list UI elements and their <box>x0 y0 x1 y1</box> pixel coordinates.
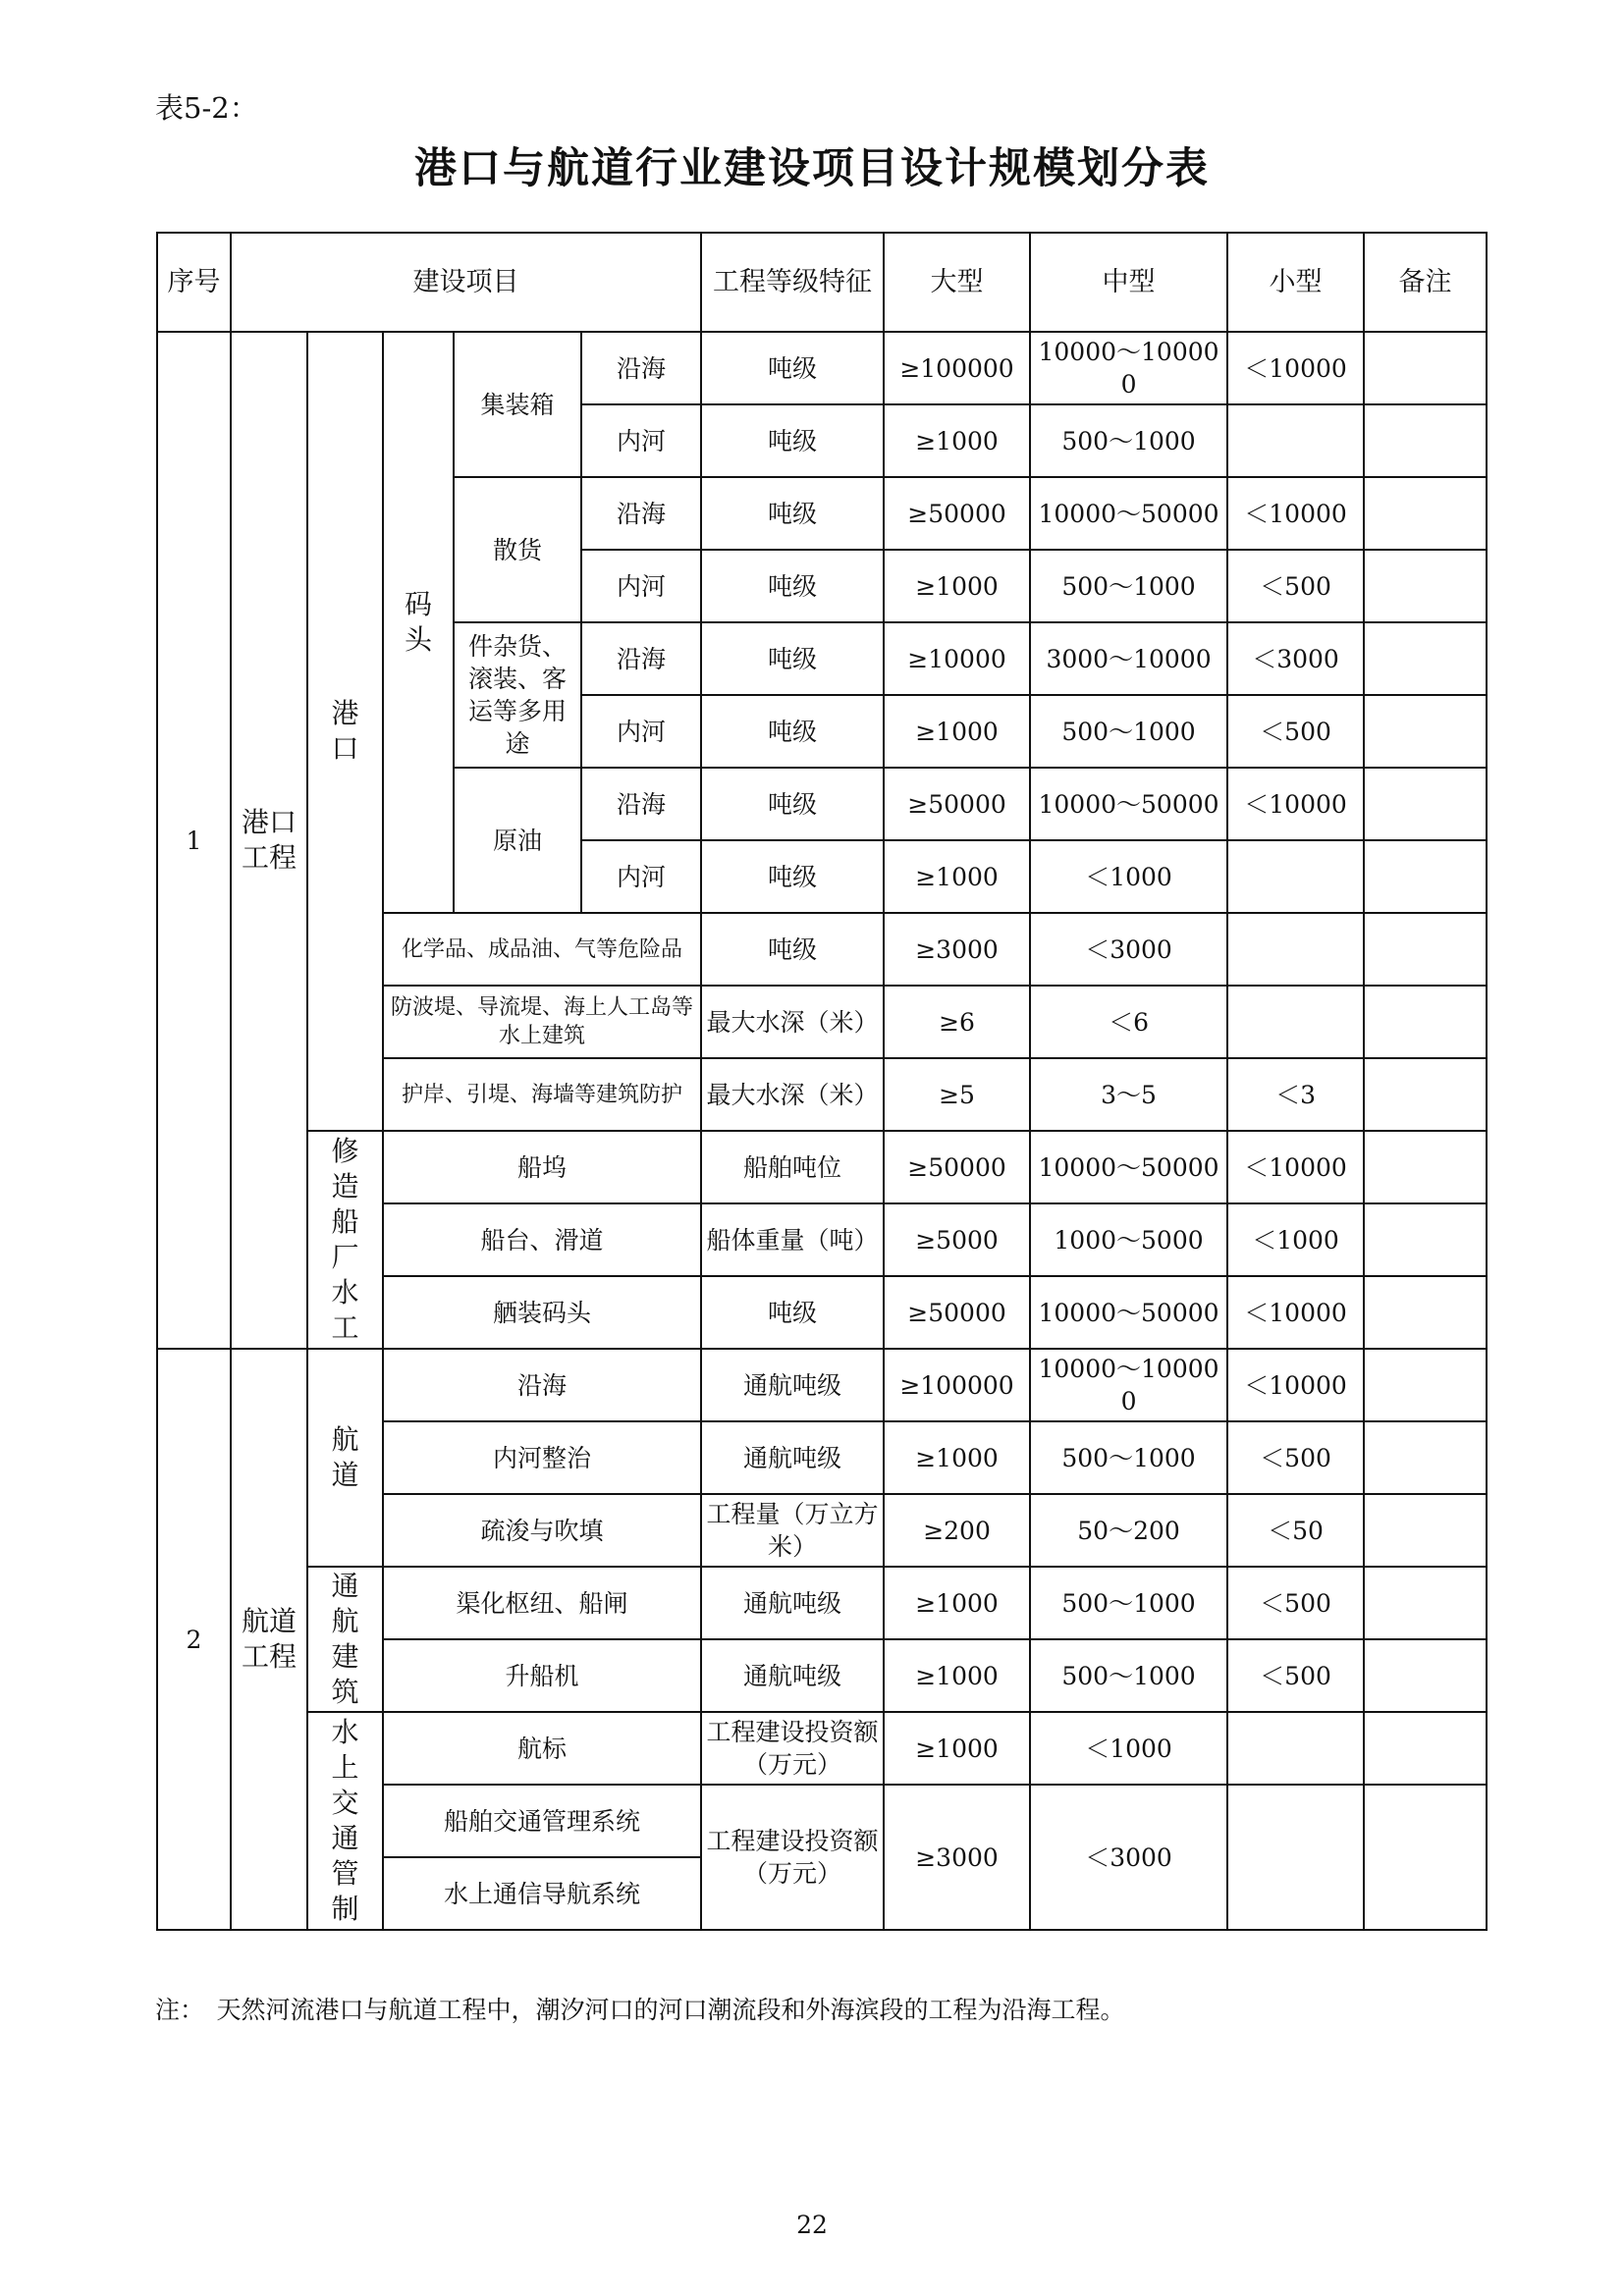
communication-navigation-label: 水上通信导航系统 <box>383 1857 701 1930</box>
remark-cell <box>1364 1567 1487 1639</box>
medium-value: 10000～50000 <box>1030 1131 1227 1203</box>
large-value: ≥5000 <box>884 1203 1030 1276</box>
large-value: ≥3000 <box>884 913 1030 986</box>
table-row <box>157 1349 1487 1421</box>
remark-cell <box>1364 1131 1487 1203</box>
section1-name: 港口工程 <box>231 332 307 1349</box>
small-value: ＜10000 <box>1227 1349 1364 1421</box>
large-value: ≥1000 <box>884 1421 1030 1494</box>
medium-value: 10000～50000 <box>1030 1276 1227 1349</box>
remark-cell <box>1364 1421 1487 1494</box>
large-value: ≥1000 <box>884 1639 1030 1712</box>
header-small: 小型 <box>1227 233 1364 332</box>
large-value: ≥1000 <box>884 1712 1030 1785</box>
large-value: ≥50000 <box>884 1131 1030 1203</box>
remark-cell <box>1364 986 1487 1058</box>
beacon-label: 航标 <box>383 1712 701 1785</box>
feature-cell: 吨级 <box>701 840 884 913</box>
header-large: 大型 <box>884 233 1030 332</box>
medium-value: 3000～10000 <box>1030 622 1227 695</box>
remark-cell <box>1364 695 1487 768</box>
large-value: ≥5 <box>884 1058 1030 1131</box>
feature-cell: 吨级 <box>701 404 884 477</box>
medium-value: 10000～100000 <box>1030 332 1227 404</box>
channel-label: 航道 <box>307 1349 383 1567</box>
medium-value: 500～1000 <box>1030 1639 1227 1712</box>
small-value: ＜10000 <box>1227 332 1364 404</box>
feature-cell: 吨级 <box>701 477 884 550</box>
small-value <box>1227 404 1364 477</box>
section2-no: 2 <box>157 1349 231 1930</box>
vts-label: 船舶交通管理系统 <box>383 1785 701 1857</box>
general-cargo-label: 件杂货、滚装、客运等多用途 <box>454 622 581 768</box>
remark-cell <box>1364 550 1487 622</box>
medium-value: ＜1000 <box>1030 840 1227 913</box>
medium-value: ＜1000 <box>1030 1712 1227 1785</box>
feature-cell: 最大水深（米） <box>701 986 884 1058</box>
small-value: ＜500 <box>1227 1567 1364 1639</box>
remark-cell <box>1364 332 1487 404</box>
feature-cell: 吨级 <box>701 550 884 622</box>
large-value: ≥50000 <box>884 768 1030 840</box>
table-row <box>157 332 1487 404</box>
table-header-row <box>157 233 1487 332</box>
feature-cell: 吨级 <box>701 622 884 695</box>
large-value: ≥50000 <box>884 1276 1030 1349</box>
container-label: 集装箱 <box>454 332 581 477</box>
feature-cell: 工程建设投资额（万元） <box>701 1712 884 1785</box>
feature-cell: 通航吨级 <box>701 1567 884 1639</box>
remark-cell <box>1364 1639 1487 1712</box>
large-value: ≥1000 <box>884 1567 1030 1639</box>
ship-lift-label: 升船机 <box>383 1639 701 1712</box>
small-value <box>1227 1785 1364 1930</box>
feature-cell: 最大水深（米） <box>701 1058 884 1131</box>
header-medium: 中型 <box>1030 233 1227 332</box>
remark-cell <box>1364 622 1487 695</box>
large-value: ≥100000 <box>884 1349 1030 1421</box>
header-no: 序号 <box>157 233 231 332</box>
table-note: 注： 天然河流港口与航道工程中，潮汐河口的河口潮流段和外海滨段的工程为沿海工程。 <box>155 1996 1125 2024</box>
remark-cell <box>1364 477 1487 550</box>
route-inland: 内河 <box>581 695 701 768</box>
table-number-label: 表5-2： <box>155 91 258 125</box>
wharf-label: 码头 <box>383 332 454 913</box>
breakwater-label: 防波堤、导流堤、海上人工岛等水上建筑 <box>383 986 701 1058</box>
large-value: ≥1000 <box>884 404 1030 477</box>
medium-value: 500～1000 <box>1030 1421 1227 1494</box>
small-value: ＜10000 <box>1227 1131 1364 1203</box>
outfitting-wharf-label: 舾装码头 <box>383 1276 701 1349</box>
header-remark: 备注 <box>1364 233 1487 332</box>
feature-cell: 通航吨级 <box>701 1639 884 1712</box>
revetment-label: 护岸、引堤、海墙等建筑防护 <box>383 1058 701 1131</box>
remark-cell <box>1364 1785 1487 1930</box>
medium-value: 10000～50000 <box>1030 768 1227 840</box>
section2-name: 航道工程 <box>231 1349 307 1930</box>
small-value: ＜500 <box>1227 550 1364 622</box>
table-row <box>157 1712 1487 1785</box>
bulk-label: 散货 <box>454 477 581 622</box>
route-coastal: 沿海 <box>581 768 701 840</box>
feature-cell: 吨级 <box>701 913 884 986</box>
small-value <box>1227 986 1364 1058</box>
medium-value: 10000～100000 <box>1030 1349 1227 1421</box>
small-value: ＜500 <box>1227 1421 1364 1494</box>
medium-value: ＜3000 <box>1030 913 1227 986</box>
small-value: ＜10000 <box>1227 477 1364 550</box>
port-label: 港口 <box>307 332 383 1131</box>
large-value: ≥10000 <box>884 622 1030 695</box>
medium-value: 3～5 <box>1030 1058 1227 1131</box>
header-feature: 工程等级特征 <box>701 233 884 332</box>
dock-label: 船坞 <box>383 1131 701 1203</box>
large-value: ≥1000 <box>884 840 1030 913</box>
table-row <box>157 1131 1487 1203</box>
table-row <box>157 1567 1487 1639</box>
navigation-building-label: 通航建筑 <box>307 1567 383 1712</box>
large-value: ≥100000 <box>884 332 1030 404</box>
scale-classification-table <box>156 232 1488 1931</box>
page-title: 港口与航道行业建设项目设计规模划分表 <box>414 144 1210 193</box>
medium-value: ＜3000 <box>1030 1785 1227 1930</box>
remark-cell <box>1364 768 1487 840</box>
medium-value: 10000～50000 <box>1030 477 1227 550</box>
small-value: ＜50 <box>1227 1494 1364 1567</box>
feature-cell: 吨级 <box>701 695 884 768</box>
small-value: ＜1000 <box>1227 1203 1364 1276</box>
feature-cell: 吨级 <box>701 332 884 404</box>
large-value: ≥50000 <box>884 477 1030 550</box>
feature-cell: 工程建设投资额（万元） <box>701 1785 884 1930</box>
dredging-label: 疏浚与吹填 <box>383 1494 701 1567</box>
small-value: ＜500 <box>1227 1639 1364 1712</box>
inland-regulation-label: 内河整治 <box>383 1421 701 1494</box>
feature-cell: 吨级 <box>701 1276 884 1349</box>
large-value: ≥6 <box>884 986 1030 1058</box>
feature-cell: 船舶吨位 <box>701 1131 884 1203</box>
shipyard-label: 修造船厂水工 <box>307 1131 383 1349</box>
feature-cell: 通航吨级 <box>701 1421 884 1494</box>
remark-cell <box>1364 913 1487 986</box>
remark-cell <box>1364 1276 1487 1349</box>
header-project: 建设项目 <box>231 233 701 332</box>
route-inland: 内河 <box>581 550 701 622</box>
large-value: ≥200 <box>884 1494 1030 1567</box>
small-value <box>1227 1712 1364 1785</box>
section1-no: 1 <box>157 332 231 1349</box>
remark-cell <box>1364 1712 1487 1785</box>
medium-value: ＜6 <box>1030 986 1227 1058</box>
remark-cell <box>1364 1494 1487 1567</box>
small-value: ＜500 <box>1227 695 1364 768</box>
route-coastal: 沿海 <box>581 332 701 404</box>
route-inland: 内河 <box>581 840 701 913</box>
large-value: ≥1000 <box>884 695 1030 768</box>
medium-value: 1000～5000 <box>1030 1203 1227 1276</box>
feature-cell: 通航吨级 <box>701 1349 884 1421</box>
water-traffic-control-label: 水上交通管制 <box>307 1712 383 1930</box>
medium-value: 500～1000 <box>1030 695 1227 768</box>
medium-value: 50～200 <box>1030 1494 1227 1567</box>
small-value: ＜10000 <box>1227 768 1364 840</box>
small-value: ＜3000 <box>1227 622 1364 695</box>
feature-cell: 工程量（万立方米） <box>701 1494 884 1567</box>
medium-value: 500～1000 <box>1030 404 1227 477</box>
chemical-label: 化学品、成品油、气等危险品 <box>383 913 701 986</box>
medium-value: 500～1000 <box>1030 1567 1227 1639</box>
feature-cell: 船体重量（吨） <box>701 1203 884 1276</box>
small-value <box>1227 913 1364 986</box>
ship-lock-label: 渠化枢纽、船闸 <box>383 1567 701 1639</box>
small-value <box>1227 840 1364 913</box>
medium-value: 500～1000 <box>1030 550 1227 622</box>
route-coastal: 沿海 <box>581 477 701 550</box>
route-coastal: 沿海 <box>581 622 701 695</box>
remark-cell <box>1364 404 1487 477</box>
remark-cell <box>1364 1203 1487 1276</box>
remark-cell <box>1364 840 1487 913</box>
page-number: 22 <box>796 2211 828 2239</box>
crude-oil-label: 原油 <box>454 768 581 913</box>
slipway-label: 船台、滑道 <box>383 1203 701 1276</box>
large-value: ≥1000 <box>884 550 1030 622</box>
route-inland: 内河 <box>581 404 701 477</box>
small-value: ＜3 <box>1227 1058 1364 1131</box>
remark-cell <box>1364 1349 1487 1421</box>
large-value: ≥3000 <box>884 1785 1030 1930</box>
small-value: ＜10000 <box>1227 1276 1364 1349</box>
feature-cell: 吨级 <box>701 768 884 840</box>
remark-cell <box>1364 1058 1487 1131</box>
coastal-channel-label: 沿海 <box>383 1349 701 1421</box>
